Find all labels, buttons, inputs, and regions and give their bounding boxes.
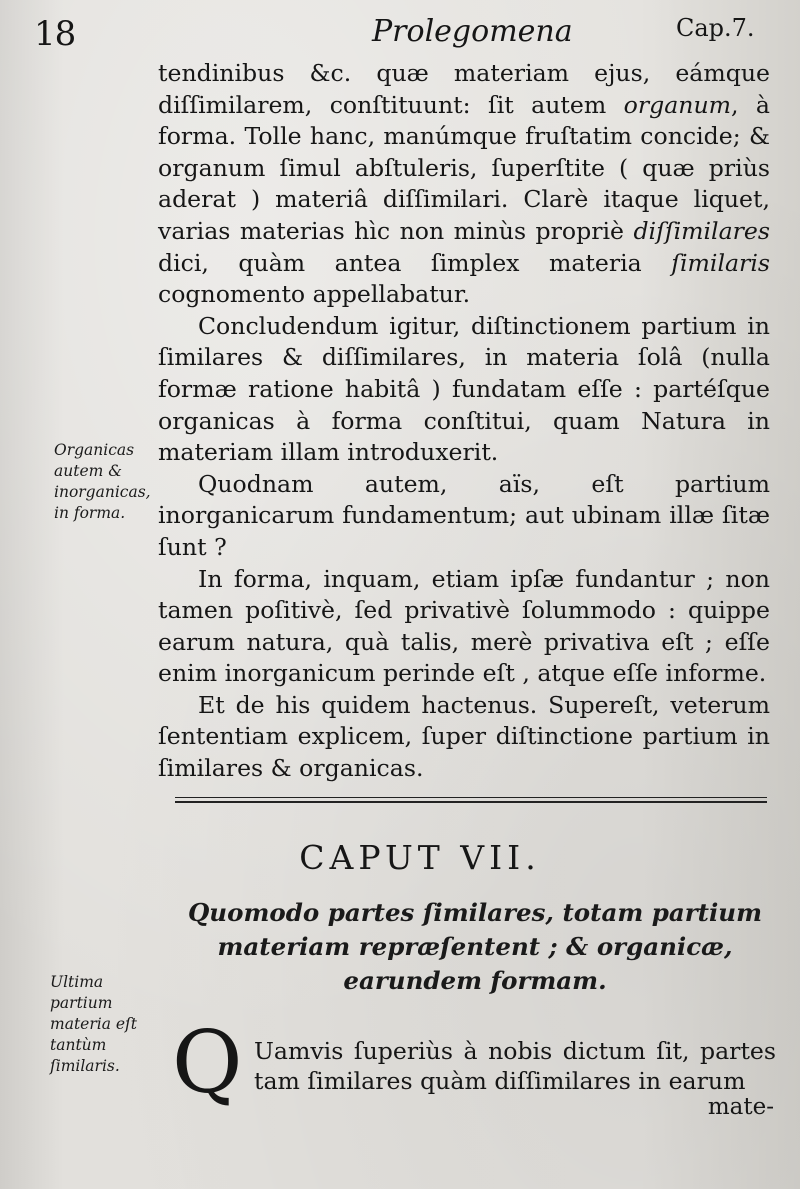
text-run: dici, quàm antea ſimplex materia [158, 248, 672, 277]
section-rule-thin [175, 797, 767, 798]
text-run: tendinibus &c. quæ materiam ejus, eámque diſſimilarem, conſtituunt: ſit autem [158, 59, 770, 119]
drop-cap: Q [172, 1013, 243, 1113]
page-header [0, 8, 800, 58]
body-paragraph [158, 469, 770, 564]
page-number: 18 [34, 14, 76, 54]
italic-term: ſimilaris [671, 248, 770, 277]
chapter-opening-text: Uamvis ſuperiùs à nobis dictum ſit, partes tam ſimilares quàm diſſimilares in earum [254, 1037, 776, 1095]
chapter-subtitle: Quomodo partes ſimilares, totam partium materiam repræſentent ; & organicæ, earundem formam. [187, 898, 763, 995]
body-paragraph [158, 58, 770, 311]
chapter-heading: CAPUT VII. [299, 838, 541, 877]
running-title: Prolegomena [372, 14, 573, 49]
italic-term: organum [623, 90, 732, 119]
margin-note-organicas: Organicas autem & inorganicas, in forma. [54, 441, 151, 522]
body-text [158, 58, 770, 785]
margin-note-ultima: Ultima partium materia eſt tantùm ſimilaris. [50, 973, 138, 1075]
text-run: cognomento appellabatur. [158, 280, 471, 309]
body-paragraph [158, 690, 770, 785]
text-run: Et de his quidem hactenus. Supereſt, veterum ſententiam explicem, ſuper diſtinctione partium in ſimilares & organicas. [158, 690, 770, 783]
section-rule-thick [175, 801, 767, 803]
chapter-reference: Cap.7. [676, 14, 755, 42]
text-run: Concludendum igitur, diſtinctionem partium in ſimilares & diſſimilares, in materia ſolâ (nulla formæ ratione habitâ ) fundatam eſſe : partéſque organicas à forma conſtitui, quam Natura in materiam illam introduxerit. [158, 311, 770, 467]
text-run: , à forma. Tolle hanc, manúmque fruſtatim concide; & organum ſimul abſtuleris, ſuperſtite ( quæ priùs aderat ) materiâ diſſimilari. Clarè itaque liquet, varias materias hìc non minùs propriè [158, 90, 770, 245]
body-paragraph [158, 564, 770, 690]
catchword: mate- [707, 1094, 774, 1120]
text-run: In forma, inquam, etiam ipſæ fundantur ; non tamen poſitivè, ſed privativè ſolummodo : quippe earum natura, quà talis, merè privativa eſt ; eſſe enim inorganicum perinde eſt , atque eſſe informe. [158, 564, 770, 688]
text-run: Quodnam autem, aïs, eſt partium inorganicarum fundamentum; aut ubinam illæ ſitæ ſunt ? [158, 469, 770, 561]
italic-term: diſſimilares [633, 216, 770, 245]
body-paragraph [158, 311, 770, 469]
